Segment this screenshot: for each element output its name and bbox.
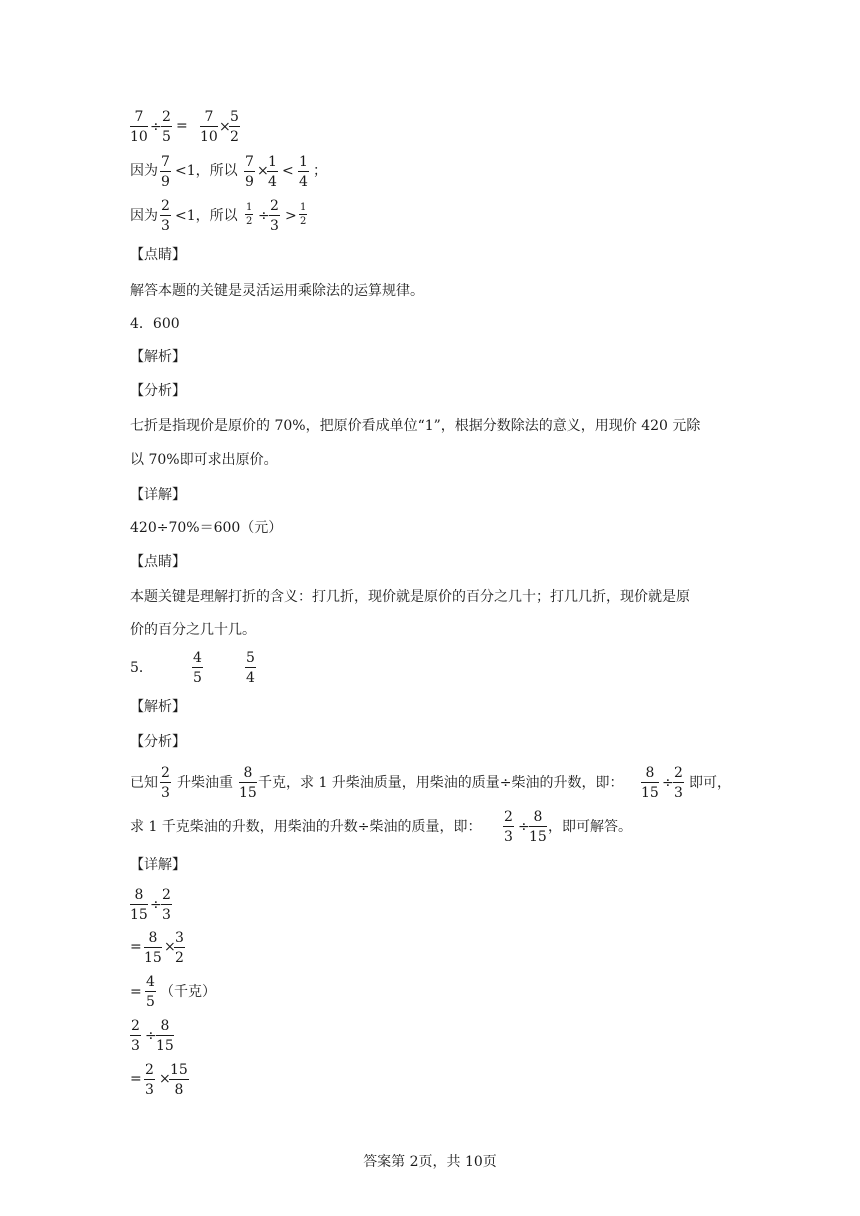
text: 千克，求 1 升柴油质量，用柴油的质量÷柴油的升数，即： <box>258 775 624 791</box>
text: ，即可解答。 <box>548 819 632 835</box>
divide-sign: ÷ <box>150 119 162 135</box>
fraction: $\frac{8}{15}$ <box>239 765 257 801</box>
times-sign: × <box>257 163 269 179</box>
divide-sign: ÷ <box>150 897 162 913</box>
fraction: $\frac{8}{15}$ <box>641 765 659 801</box>
divide-sign: ÷ <box>145 1028 157 1044</box>
fraction: $\frac{2}{3}$ <box>504 809 513 845</box>
text: 即可， <box>689 775 731 791</box>
fraction: $\frac{15}{8}$ <box>170 1062 188 1098</box>
text: 求 1 千克柴油的升数，用柴油的升数÷柴油的质量，即： <box>130 819 482 835</box>
paragraph: 七折是指现价是原价的 70%，把原价看成单位“1”，根据分数除法的意义，用现价 420 元除 <box>130 418 701 434</box>
fraction: $\frac{8}{15}$ <box>144 930 162 966</box>
paragraph: 解答本题的关键是灵活运用乘除法的运算规律。 <box>130 283 424 299</box>
fraction: $\frac{8}{15}$ <box>156 1018 174 1054</box>
section-heading: 【分析】 <box>130 734 186 750</box>
section-heading: 【详解】 <box>130 487 186 503</box>
fraction: $\frac{7}{10}$ <box>130 109 148 145</box>
section-heading: 【点睛】 <box>130 247 186 263</box>
equals-sign: = <box>130 939 142 955</box>
text: <1，所以 <box>175 163 238 179</box>
paragraph: 以 70%即可求出原价。 <box>130 452 278 468</box>
fraction: $\frac{1}{4}$ <box>299 154 308 190</box>
text: 升柴油重 <box>177 775 233 791</box>
equals-sign: = <box>130 984 142 1000</box>
times-sign: × <box>164 939 176 955</box>
unit-text: （千克） <box>160 984 216 1000</box>
fraction: $\frac{7}{9}$ <box>161 154 170 190</box>
answer-fraction: $\frac{4}{5}$ <box>193 650 202 686</box>
question-number: 5． <box>130 660 153 676</box>
section-heading: 【详解】 <box>130 857 186 873</box>
text: 因为 <box>130 163 158 179</box>
fraction: $\frac{3}{2}$ <box>175 930 184 966</box>
section-heading: 【解析】 <box>130 699 186 715</box>
fraction: $\frac{7}{10}$ <box>200 109 218 145</box>
times-sign: × <box>219 119 231 135</box>
paragraph: 420÷70%＝600（元） <box>130 520 283 536</box>
greater-than-sign: > <box>285 208 297 224</box>
equals-sign: = <box>176 118 188 134</box>
fraction: $\frac{5}{2}$ <box>230 109 239 145</box>
fraction: $\frac{2}{3}$ <box>145 1062 154 1098</box>
answer-fraction: $\frac{5}{4}$ <box>246 650 255 686</box>
times-sign: × <box>159 1071 171 1087</box>
fraction: $\frac{2}{3}$ <box>131 1018 140 1054</box>
equals-sign: = <box>130 1071 142 1087</box>
fraction: $\frac{2}{5}$ <box>162 109 171 145</box>
fraction: $\frac{8}{15}$ <box>130 887 148 923</box>
fraction: $\frac{1}{2}$ <box>246 202 253 227</box>
divide-sign: ÷ <box>258 208 270 224</box>
section-heading: 【解析】 <box>130 349 186 365</box>
paragraph: 本题关键是理解打折的含义：打几折，现价就是原价的百分之几十；打几几折，现价就是原 <box>130 589 690 605</box>
less-than-sign: < <box>282 163 294 179</box>
fraction: $\frac{1}{2}$ <box>300 202 307 227</box>
fraction: $\frac{2}{3}$ <box>162 887 171 923</box>
text: 已知 <box>130 775 158 791</box>
section-heading: 【点睛】 <box>130 554 186 570</box>
text: <1，所以 <box>175 208 238 224</box>
fraction: $\frac{4}{5}$ <box>146 974 155 1010</box>
section-heading: 【分析】 <box>130 383 186 399</box>
text: 因为 <box>130 208 158 224</box>
divide-sign: ÷ <box>518 819 530 835</box>
fraction: $\frac{7}{9}$ <box>245 154 254 190</box>
fraction: $\frac{2}{3}$ <box>674 765 683 801</box>
fraction: $\frac{8}{15}$ <box>529 809 547 845</box>
text: ； <box>313 163 327 179</box>
fraction: $\frac{2}{3}$ <box>161 198 170 234</box>
fraction: $\frac{2}{3}$ <box>161 765 170 801</box>
paragraph: 价的百分之几十几。 <box>130 622 256 638</box>
fraction: $\frac{2}{3}$ <box>270 198 279 234</box>
page-footer: 答案第 2页，共 10页 <box>363 1154 497 1170</box>
divide-sign: ÷ <box>662 775 674 791</box>
question-number: 4．600 <box>130 316 180 332</box>
fraction: $\frac{1}{4}$ <box>268 154 277 190</box>
